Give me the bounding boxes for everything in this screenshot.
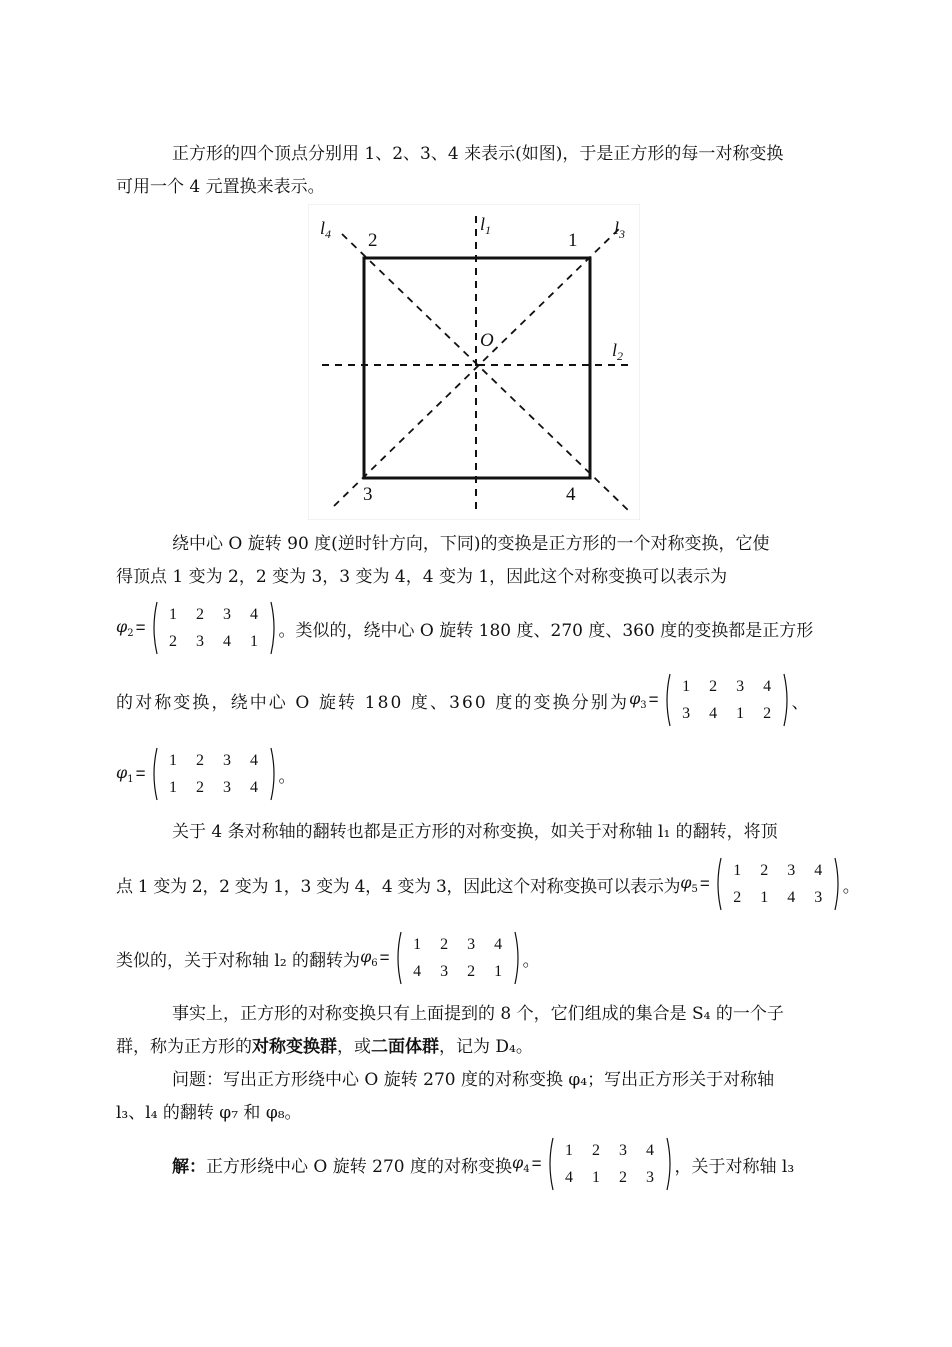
vertex-label-1: 1 — [568, 230, 578, 251]
reflection-line-1: 关于 4 条对称轴的翻转也都是正方形的对称变换，如关于对称轴 l₁ 的翻转，将顶 — [172, 822, 778, 842]
phi1-matrix: 1 2 3 4 1 2 3 4 — [151, 747, 277, 801]
after-phi6-text: 。 — [522, 950, 540, 971]
rotation-line-1: 绕中心 O 旋转 90 度(逆时针方向，下同)的变换是正方形的一个对称变换，它使 — [172, 534, 770, 554]
rotation-line-2-row — [116, 561, 840, 594]
vertex-label-3: 3 — [363, 484, 373, 505]
square-symmetry-figure — [308, 204, 640, 520]
phi6-matrix: 1 2 3 4 4 3 2 1 — [395, 931, 521, 985]
question-line-2-row — [116, 1097, 840, 1130]
phi1-line: $\varphi_1$ = 1 2 3 4 1 2 3 4 。 — [116, 746, 296, 802]
reflection-line-3: 类似的，关于对称轴 l₂ 的翻转为 — [116, 950, 361, 971]
intro-paragraph — [116, 138, 840, 204]
after-phi4-text: ，关于对称轴 l₃ — [674, 1156, 795, 1177]
phi5-symbol: $\varphi_5$ — [680, 872, 698, 896]
reflection-paragraph — [116, 816, 840, 849]
phi5-line: 点 1 变为 2，2 变为 1，3 变为 4，4 变为 3，因此这个对称变换可以表示为 $\varphi_5$ = 1 2 3 4 2 1 4 3 。 — [116, 856, 860, 912]
fact-line-1: 事实上，正方形的对称变换只有上面提到的 8 个，它们组成的集合是 S₄ 的一个子 — [172, 1004, 784, 1024]
rotation-line-4: 的对称变换，绕中心 O 旋转 180 度、360 度的变换分别为 — [116, 692, 630, 713]
fact-text-c: ，记为 D₄。 — [439, 1037, 533, 1057]
fact-line-2 — [116, 1031, 840, 1064]
intro-line-1: 正方形的四个顶点分别用 1、2、3、4 来表示(如图)，于是正方形的每一对称变换 — [172, 144, 784, 164]
answer-label: 解： — [172, 1156, 206, 1177]
fact-text-a: 群，称为正方形的 — [116, 1037, 252, 1057]
after-phi2-text: 。类似的，绕中心 O 旋转 180 度、270 度、360 度的变换都是正方形 — [278, 620, 814, 641]
question-paragraph — [116, 1064, 840, 1097]
axis-label-l3: $l_3$ — [614, 218, 626, 241]
after-phi1-text: 。 — [278, 766, 296, 787]
symmetry-group-term: 对称变换群 — [252, 1037, 337, 1057]
after-phi5-text: 。 — [842, 876, 860, 897]
phi1-symbol: $\varphi_1$ — [116, 762, 134, 786]
intro-line-2: 可用一个 4 元置换来表示。 — [116, 177, 325, 197]
phi6-symbol: $\varphi_6$ — [360, 946, 378, 970]
answer-line: 解： 正方形绕中心 O 旋转 270 度的对称变换 $\varphi_4$ = 1 2 3 4 4 1 2 3 ，关于对称轴 l₃ — [172, 1136, 794, 1192]
phi3-symbol: $\varphi_3$ — [629, 688, 647, 712]
phi2-line: $\varphi_2$ = 1 2 3 4 2 3 4 1 。类似的，绕中心 O 旋转 180 度、270 度、360 度的变换都是正方形 — [116, 600, 813, 656]
fact-text-b: ，或 — [337, 1037, 371, 1057]
after-phi3-text: 、 — [791, 692, 809, 713]
reflection-line-2: 点 1 变为 2，2 变为 1，3 变为 4，4 变为 3，因此这个对称变换可以表示为 — [116, 876, 681, 897]
axis-label-l2: $l_2$ — [612, 340, 624, 363]
phi2-matrix: 1 2 3 4 2 3 4 1 — [151, 601, 277, 655]
phi3-line: 的对称变换，绕中心 O 旋转 180 度、360 度的变换分别为 $\varphi_3$ = 1 2 3 4 3 4 1 2 、 — [116, 672, 809, 728]
axis-label-l1: $l_1$ — [480, 214, 492, 237]
question-line-2: l₃、l₄ 的翻转 φ₇ 和 φ₈。 — [116, 1103, 302, 1123]
vertex-label-4: 4 — [566, 484, 576, 505]
phi5-matrix: 1 2 3 4 2 1 4 3 — [715, 857, 841, 911]
dihedral-group-term: 二面体群 — [371, 1037, 439, 1057]
question-line-1: 问题：写出正方形绕中心 O 旋转 270 度的对称变换 φ₄；写出正方形关于对称轴 — [172, 1070, 775, 1090]
rotation-paragraph — [116, 528, 840, 561]
vertex-label-2: 2 — [368, 230, 378, 251]
phi4-matrix: 1 2 3 4 4 1 2 3 — [547, 1137, 673, 1191]
answer-text: 正方形绕中心 O 旋转 270 度的对称变换 — [206, 1156, 512, 1177]
rotation-line-2: 得顶点 1 变为 2，2 变为 3，3 变为 4，4 变为 1，因此这个对称变换可以表示为 — [116, 567, 728, 587]
fact-paragraph — [116, 998, 840, 1031]
axis-label-l4: $l_4$ — [320, 218, 332, 241]
phi4-symbol: $\varphi_4$ — [512, 1152, 530, 1176]
phi6-line: 类似的，关于对称轴 l₂ 的翻转为 $\varphi_6$ = 1 2 3 4 4 3 2 1 。 — [116, 930, 540, 986]
center-label: O — [480, 330, 494, 351]
phi2-symbol: $\varphi_2$ — [116, 616, 134, 640]
phi3-matrix: 1 2 3 4 3 4 1 2 — [664, 673, 790, 727]
